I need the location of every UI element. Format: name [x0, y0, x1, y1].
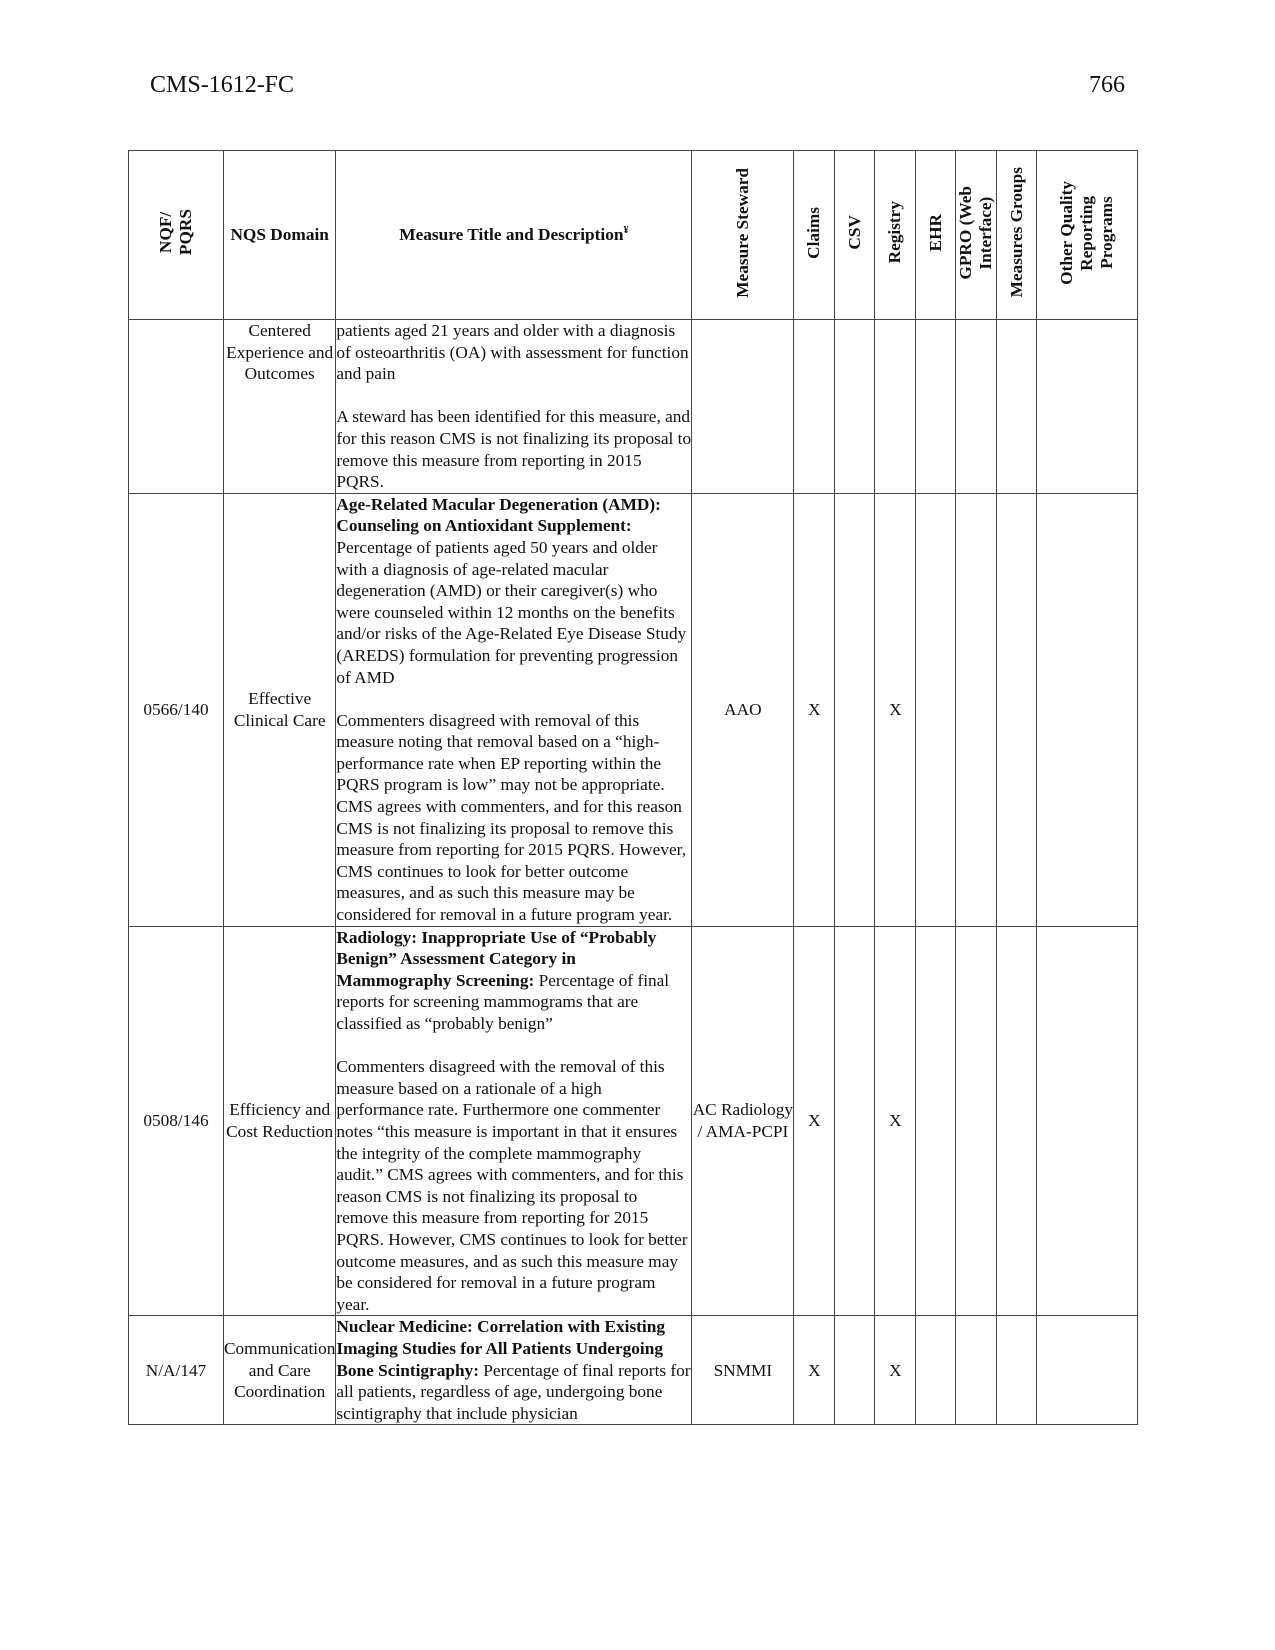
- table-row: [129, 320, 1138, 494]
- description-text: patients aged 21 years and older with a diagnosis of osteoarthritis (OA) with assessment for function and pain: [336, 321, 689, 384]
- nqf-pqrs-cell: [129, 320, 224, 494]
- other-programs-cell: [1037, 320, 1138, 494]
- description-cell: [336, 320, 692, 494]
- csv-cell: [835, 1316, 875, 1425]
- domain-cell: Efficiency and Cost Reduction: [224, 926, 336, 1316]
- domain-cell: Effective Clinical Care: [224, 493, 336, 926]
- nqf-pqrs-cell: 0566/140: [129, 493, 224, 926]
- registry-cell: X: [875, 926, 916, 1316]
- column-header-measure-title: Measure Title and Description¥: [336, 151, 692, 320]
- claims-cell: X: [794, 1316, 835, 1425]
- measures-table: [128, 150, 1138, 1425]
- steward-cell: AC Radiology / AMA-PCPI: [692, 926, 794, 1316]
- steward-cell: SNMMI: [692, 1316, 794, 1425]
- description-text: Percentage of final reports for all patients, regardless of age, undergoing bone scintigraphy that include physician: [336, 1360, 691, 1423]
- column-header-claims: Claims: [794, 151, 835, 320]
- measure-title: Radiology: Inappropriate Use of “Probably Benign” Assessment Category in Mammography Screening:: [336, 927, 657, 990]
- ehr-cell: [916, 320, 956, 494]
- description-cell: [336, 1316, 692, 1425]
- table-row: [129, 493, 1138, 926]
- document-id: CMS-1612-FC: [150, 72, 295, 98]
- registry-cell: X: [875, 1316, 916, 1425]
- comment-text: Commenters disagreed with removal of this measure noting that removal based on a “high-performance rate when EP reporting within the PQRS program is low” may not be appropriate. CMS agrees with commenters, and for this reason CMS is not finalizing its proposal to remove this measure from reporting for 2015 PQRS. However, CMS continues to look for better outcome measures, and as such this measure may be considered for removal in a future program year.: [336, 710, 687, 925]
- steward-cell: [692, 320, 794, 494]
- claims-cell: X: [794, 926, 835, 1316]
- page-number: 766: [1089, 72, 1125, 98]
- column-header-measure-steward: Measure Steward: [692, 151, 794, 320]
- column-header-ehr: EHR: [916, 151, 956, 320]
- registry-cell: X: [875, 493, 916, 926]
- description-cell: [336, 926, 692, 1316]
- table-row: [129, 1316, 1138, 1425]
- column-header-nqf-pqrs: NQF/ PQRS: [129, 151, 224, 320]
- measures-groups-cell: [997, 493, 1037, 926]
- steward-cell: AAO: [692, 493, 794, 926]
- footnote-marker: ¥: [623, 225, 629, 237]
- gpro-cell: [956, 926, 997, 1316]
- other-programs-cell: [1037, 1316, 1138, 1425]
- other-programs-cell: [1037, 926, 1138, 1316]
- gpro-cell: [956, 320, 997, 494]
- ehr-cell: [916, 1316, 956, 1425]
- claims-cell: X: [794, 493, 835, 926]
- ehr-cell: [916, 926, 956, 1316]
- measures-groups-cell: [997, 1316, 1037, 1425]
- column-header-csv: CSV: [835, 151, 875, 320]
- table-row: [129, 926, 1138, 1316]
- measures-groups-cell: [997, 320, 1037, 494]
- column-header-nqs-domain: NQS Domain: [224, 151, 336, 320]
- column-header-measures-groups: Measures Groups: [997, 151, 1037, 320]
- column-header-other-programs: Other Quality Reporting Programs: [1037, 151, 1138, 320]
- claims-cell: [794, 320, 835, 494]
- description-text: Percentage of final reports for screening mammograms that are classified as “probably benign”: [336, 970, 670, 1033]
- comment-text: A steward has been identified for this measure, and for this reason CMS is not finalizing its proposal to remove this measure from reporting in 2015 PQRS.: [336, 407, 692, 492]
- gpro-cell: [956, 1316, 997, 1425]
- nqf-pqrs-cell: N/A/147: [129, 1316, 224, 1425]
- measure-title: Age-Related Macular Degeneration (AMD): Counseling on Antioxidant Supplement:: [336, 494, 661, 536]
- table-header-row: [129, 151, 1138, 320]
- gpro-cell: [956, 493, 997, 926]
- measures-groups-cell: [997, 926, 1037, 1316]
- other-programs-cell: [1037, 493, 1138, 926]
- ehr-cell: [916, 493, 956, 926]
- csv-cell: [835, 493, 875, 926]
- registry-cell: [875, 320, 916, 494]
- comment-text: Commenters disagreed with the removal of this measure based on a rationale of a high performance rate. Furthermore one commenter notes “this measure is important in that it ensures the integrity of the complete mammography audit.” CMS agrees with commenters, and for this reason CMS is not finalizing its proposal to remove this measure from reporting for 2015 PQRS. However, CMS continues to look for better outcome measures, and as such this measure may be considered for removal in a future program year.: [336, 1057, 688, 1314]
- domain-cell: Communication and Care Coordination: [224, 1316, 336, 1425]
- running-header: [150, 72, 1125, 104]
- csv-cell: [835, 320, 875, 494]
- column-header-gpro: GPRO (Web Interface): [956, 151, 997, 320]
- csv-cell: [835, 926, 875, 1316]
- measure-title: Nuclear Medicine: Correlation with Existing Imaging Studies for All Patients Undergoing Bone Scintigraphy:: [336, 1317, 665, 1380]
- column-header-registry: Registry: [875, 151, 916, 320]
- domain-cell: Centered Experience and Outcomes: [224, 320, 336, 494]
- description-text: Percentage of patients aged 50 years and older with a diagnosis of age-related macular degeneration (AMD) or their caregiver(s) who were counseled within 12 months on the benefits and/or risks of the Age-Related Eye Disease Study (AREDS) formulation for preventing progression of AMD: [336, 537, 687, 687]
- description-cell: [336, 493, 692, 926]
- nqf-pqrs-cell: 0508/146: [129, 926, 224, 1316]
